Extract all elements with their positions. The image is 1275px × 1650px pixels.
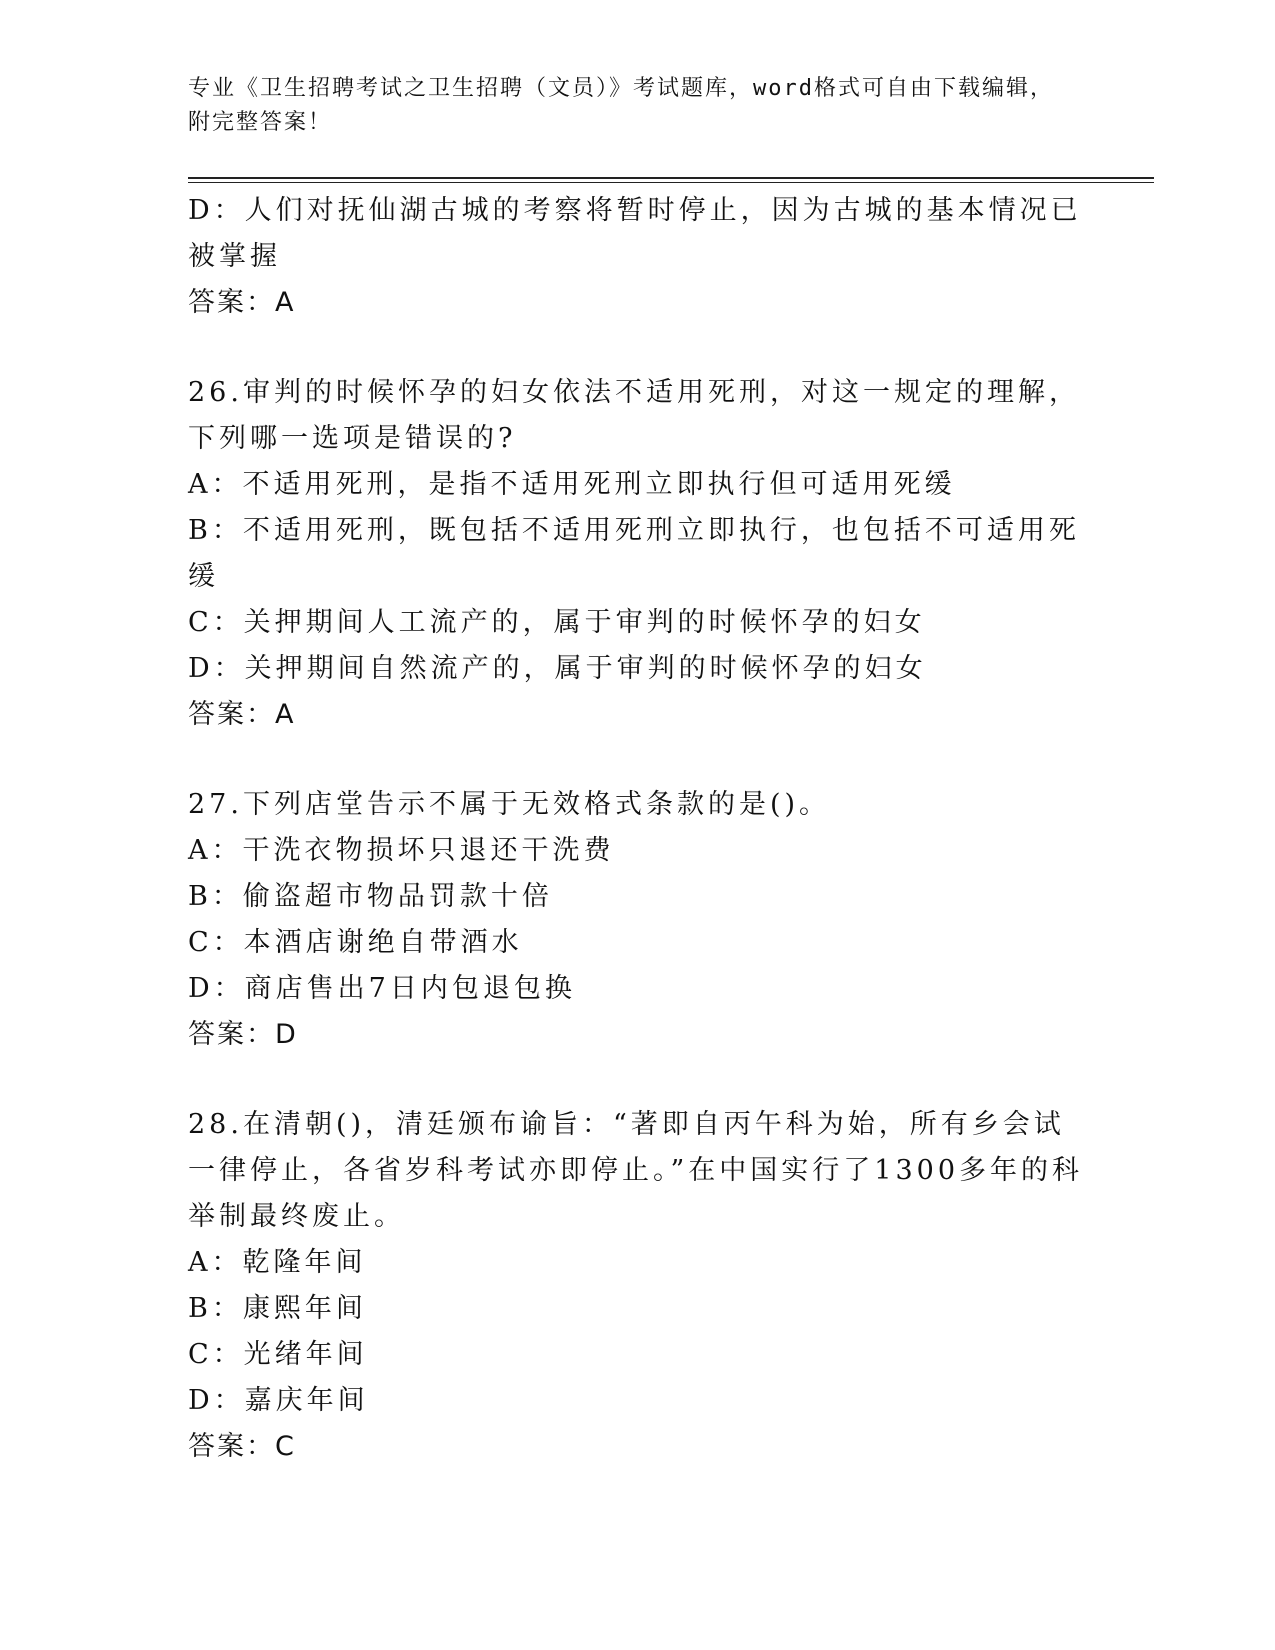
option-a: A：乾隆年间 [188,1247,367,1278]
question-text: 28.在清朝()，清廷颁布谕旨：“著即自丙午科为始，所有乡会试一律停止，各省岁科考试亦即停止。”在中国实行了1300多年的科举制最终废止。 [188,1109,1084,1232]
option-b: B：偷盗超市物品罚款十倍 [188,881,553,912]
option-c: C：关押期间人工流产的，属于审判的时候怀孕的妇女 [188,607,926,638]
option-d: D：商店售出7日内包退包换 [188,973,576,1004]
question-text: 26.审判的时候怀孕的妇女依法不适用死刑，对这一规定的理解，下列哪一选项是错误的? [188,377,1080,454]
question-26 [188,370,1088,738]
option-a: A：不适用死刑，是指不适用死刑立即执行但可适用死缓 [188,469,956,500]
previous-question-tail [188,188,1088,326]
answer-label: 答案：A [188,287,296,318]
option-c: C：本酒店谢绝自带酒水 [188,927,523,958]
option-a: A：干洗衣物损坏只退还干洗费 [188,835,615,866]
question-27 [188,782,1088,1058]
option-b: B：不适用死刑，既包括不适用死刑立即执行，也包括不可适用死缓 [188,515,1080,592]
page-header: 专业《卫生招聘考试之卫生招聘（文员）》考试题库，word格式可自由下载编辑，附完整答案！ [188,76,1054,135]
option-d: D：关押期间自然流产的，属于审判的时候怀孕的妇女 [188,653,927,684]
question-content [188,188,1088,1514]
option-b: B：康熙年间 [188,1293,367,1324]
answer-label: 答案：D [188,1019,298,1050]
option-d: D：嘉庆年间 [188,1385,369,1416]
header-divider-thin [188,182,1154,183]
option-d: D：人们对抚仙湖古城的考察将暂时停止，因为古城的基本情况已被掌握 [188,195,1082,272]
answer-label: 答案：A [188,699,296,730]
question-text: 27.下列店堂告示不属于无效格式条款的是()。 [188,789,831,820]
option-c: C：光绪年间 [188,1339,368,1370]
header-divider-thick [188,177,1154,179]
question-28 [188,1102,1088,1470]
answer-label: 答案：C [188,1431,296,1462]
